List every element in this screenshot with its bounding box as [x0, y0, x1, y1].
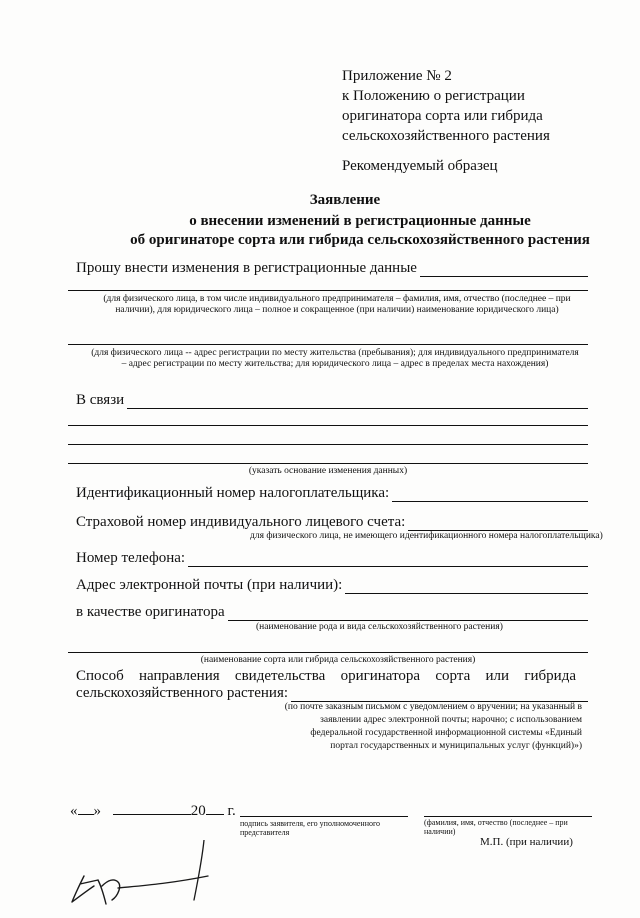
document-title: Заявление	[309, 192, 381, 208]
person-name-field[interactable]	[68, 290, 588, 291]
reason-field-line[interactable]	[68, 425, 588, 426]
snils-row	[76, 514, 588, 531]
method-row	[76, 685, 588, 702]
year-suffix: г.	[227, 803, 236, 819]
email-field[interactable]	[345, 579, 588, 594]
originator-label: в качестве оригинатора	[76, 604, 225, 620]
inn-field[interactable]	[392, 487, 588, 502]
hint-signature: подпись заявителя, его уполномоченного представителя	[240, 819, 381, 837]
stamp-note: М.П. (при наличии)	[480, 836, 573, 848]
document-subtitle: о внесении изменений в регистрационные данные	[189, 213, 531, 229]
hint-reason: (указать основание изменения данных)	[248, 466, 408, 476]
snils-field[interactable]	[408, 516, 588, 531]
inn-label: Идентификационный номер налогоплательщика:	[76, 485, 390, 501]
request-field[interactable]	[420, 262, 588, 277]
appendix-ref-line: сельскохозяйственного растения	[342, 128, 550, 144]
originator-row	[76, 604, 588, 621]
month-field[interactable]	[113, 814, 191, 815]
appendix-ref-line: к Положению о регистрации	[342, 88, 525, 104]
phone-label: Номер телефона:	[76, 550, 186, 566]
appendix-ref-line: оригинатора сорта или гибрида	[342, 108, 543, 124]
appendix-header	[342, 66, 550, 146]
phone-field[interactable]	[188, 552, 588, 567]
year-prefix: 20	[190, 803, 206, 819]
email-label: Адрес электронной почты (при наличии):	[76, 577, 343, 593]
request-row	[76, 260, 588, 277]
method-label: Способ направления свидетельства оригинатора сорта или гибрида	[76, 668, 576, 684]
request-label: Прошу внести изменения в регистрационные данные	[76, 260, 417, 276]
document-subtitle: об оригинаторе сорта или гибрида сельскохозяйственного растения	[130, 232, 590, 248]
reason-field-line[interactable]	[68, 463, 588, 464]
snils-label: Страховой номер индивидуального лицевого счета:	[76, 514, 406, 530]
reason-field[interactable]	[127, 394, 588, 409]
hint-genus: (наименование рода и вида сельскохозяйственного растения)	[256, 622, 503, 632]
inn-row	[76, 485, 588, 502]
sample-note: Рекомендуемый образец	[342, 158, 498, 174]
hint-name: (фамилия, имя, отчество (последнее – при наличии)	[424, 818, 568, 836]
hint-person: (для физического лица, в том числе индивидуального предпринимателя – фамилия, имя, отчество (последнее – при наличии), для юридического лица – полное и сокращенное (при наличии) наименование юридического лица)	[103, 294, 571, 315]
year-field[interactable]	[206, 814, 224, 815]
method-field[interactable]	[291, 687, 588, 702]
method-label-cont: сельскохозяйственного растения:	[76, 685, 289, 701]
name-field[interactable]	[424, 816, 592, 817]
quote-open: «	[70, 803, 78, 819]
reason-label: В связи	[76, 392, 125, 408]
signature-field[interactable]	[240, 816, 408, 817]
day-field[interactable]	[78, 814, 94, 815]
reason-field-line[interactable]	[68, 444, 588, 445]
date-field	[70, 801, 236, 821]
hint-snils: для физического лица, не имеющего идентификационного номера налогоплательщика)	[250, 531, 603, 541]
hint-address: (для физического лица -- адрес регистрации по месту жительства (пребывания); для индивидуального предпринимателя – адрес регистрации по месту жительства; для юридического лица – адрес в пределах места нахождения)	[91, 348, 579, 369]
genus-field[interactable]	[228, 606, 588, 621]
email-row	[76, 577, 588, 594]
address-field[interactable]	[68, 344, 588, 345]
handwritten-signature	[58, 840, 228, 915]
phone-row	[76, 550, 588, 567]
hint-variety: (наименование сорта или гибрида сельскохозяйственного растения)	[200, 655, 476, 665]
appendix-number: Приложение № 2	[342, 68, 452, 84]
quote-close: »	[93, 803, 101, 819]
reason-row	[76, 392, 588, 409]
variety-field[interactable]	[68, 652, 588, 653]
hint-method: (по почте заказным письмом с уведомлением о вручении; на указанный в заявлении адрес электронной почты; нарочно; с использованием федеральной государственной информационной системы «Единый портал государственных и муниципальных услуг (функций)»)	[284, 702, 582, 751]
